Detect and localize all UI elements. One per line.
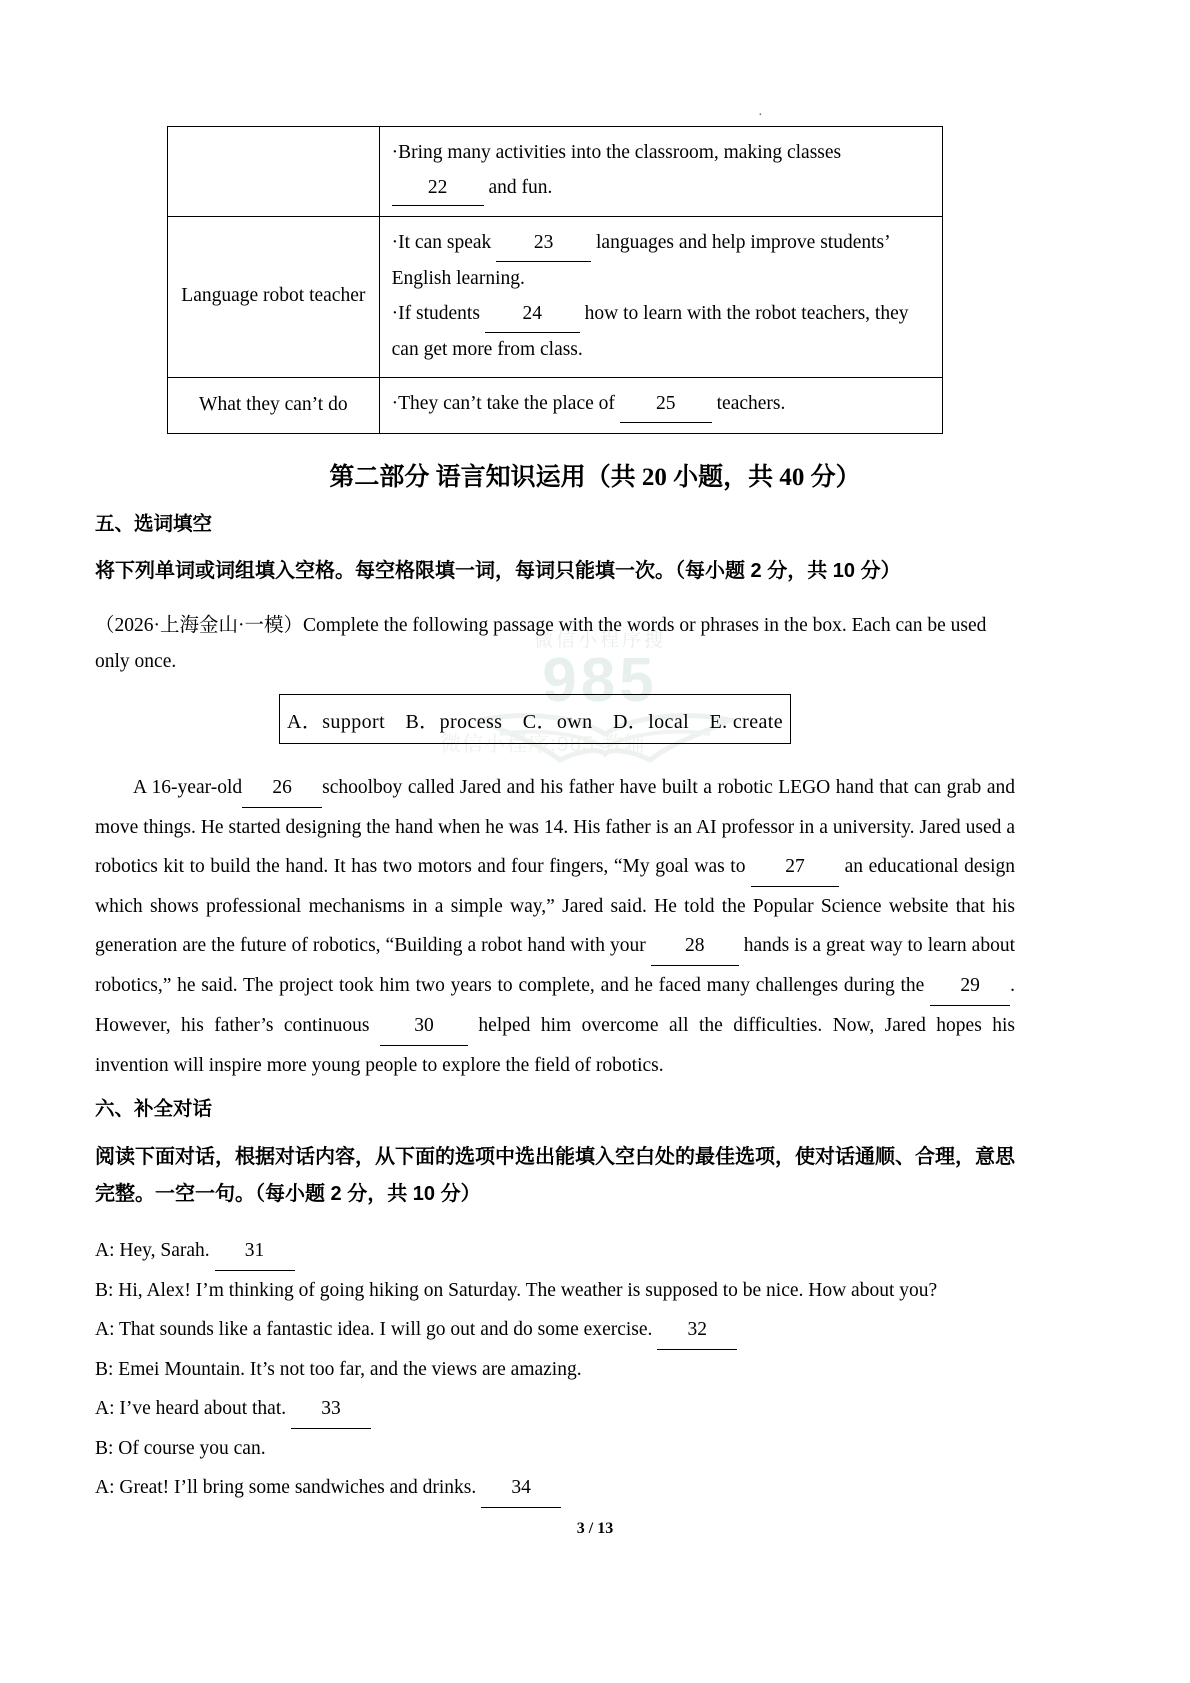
list-item <box>95 1350 1015 1389</box>
section-six-heading: 六、补全对话 <box>95 1098 213 1121</box>
cloze-passage <box>95 768 1015 1085</box>
dialogue-list <box>95 1231 1015 1508</box>
list-item <box>95 1429 1015 1468</box>
blank-27[interactable]: 27 <box>751 847 839 887</box>
part-two-title: 第二部分 语言知识运用（共 20 小题，共 40 分） <box>329 464 861 491</box>
row1-text-post: and fun. <box>488 176 553 198</box>
dialogue-line-7-text: A: Great! I’ll bring some sandwiches and drinks. <box>95 1476 477 1498</box>
blank-33[interactable]: 33 <box>291 1389 371 1429</box>
section-five-source-note: （2026·上海金山·一模）Complete the following passage with the words or phrases in the box. Each can be used only once. <box>95 615 987 673</box>
blank-28[interactable]: 28 <box>651 926 739 966</box>
table-row <box>168 217 943 378</box>
word-bank-wrapper <box>95 694 1015 746</box>
row3-text-pre: ·They can’t take the place of <box>391 393 615 415</box>
section-five-heading: 五、选词填空 <box>95 513 213 535</box>
table-row <box>168 378 943 434</box>
blank-29[interactable]: 29 <box>930 966 1010 1006</box>
blank-25[interactable]: 25 <box>620 387 712 423</box>
blank-22[interactable]: 22 <box>392 171 484 207</box>
passage-seg6: helped him overcome all the difficulties. Now, Jared hopes his invention will inspire more young people to explore the field of robotics. <box>95 1015 1016 1077</box>
blank-26[interactable]: 26 <box>242 768 322 808</box>
section-five-instruction: 将下列单词或词组填入空格。每空格限填一词，每词只能填一次。（每小题 2 分，共 10 分） <box>95 560 901 583</box>
row3-text-post: teachers. <box>716 393 786 415</box>
list-item <box>95 1310 1015 1350</box>
word-bank-box <box>279 694 791 744</box>
row1-text-pre: ·Bring many activities into the classroom, making classes <box>391 142 842 163</box>
blank-30[interactable]: 30 <box>380 1006 468 1046</box>
row2-line2-pre: ·If students <box>391 302 480 324</box>
blank-32[interactable]: 32 <box>657 1310 737 1350</box>
passage-seg2: schoolboy called Jared and his father have built a robotic LEGO hand that can grab and move things. He started designing the hand when he was 14. His father is an AI professor in a university. Jared used a robotics kit to build the hand. It has two motors and four fingers, “My goal was to <box>95 777 1015 878</box>
table-cell-label <box>168 127 380 217</box>
dialogue-line-6-text: B: Of course you can. <box>95 1437 266 1459</box>
dialogue-line-3-text: A: That sounds like a fantastic idea. I will go out and do some exercise. <box>95 1318 653 1340</box>
watermark-middle: 微信小程序:985 教辅 <box>440 733 646 756</box>
passage-seg3: an educational design which shows professional mechanisms in a simple way,” Jared said. He told the Popular Science website that his generation are the future of robotics, “Building a robot hand with your <box>95 856 1016 957</box>
list-item <box>95 1389 1015 1429</box>
blank-31[interactable]: 31 <box>215 1231 295 1271</box>
table-cell-content <box>379 217 942 378</box>
table-cell-content <box>379 127 942 217</box>
list-item <box>95 1271 1015 1310</box>
row2-line1-post: languages and help improve students’ English learning. <box>391 232 890 290</box>
dialogue-line-1-text: A: Hey, Sarah. <box>95 1239 210 1261</box>
passage-seg4: hands is a great way to learn about robotics,” he said. The project took him two years to complete, and he faced many challenges during the <box>95 935 1016 997</box>
dialogue-line-4-text: B: Emei Mountain. It’s not too far, and the views are amazing. <box>95 1358 582 1380</box>
list-item <box>95 1468 1015 1508</box>
table-cell-label: Language robot teacher <box>168 217 380 378</box>
passage-seg1: A 16-year-old <box>133 777 243 799</box>
section-six-instruction: 阅读下面对话，根据对话内容，从下面的选项中选出能填入空白处的最佳选项，使对话通顺、合理，意思完整。一空一句。（每小题 2 分，共 10 分） <box>95 1145 1015 1205</box>
table-cell-label: What they can’t do <box>168 378 380 434</box>
dialogue-line-5-text: A: I’ve heard about that. <box>95 1397 287 1419</box>
blank-24[interactable]: 24 <box>485 297 580 333</box>
table-row <box>168 127 943 217</box>
watermark-top-line2: 985 <box>542 646 658 715</box>
page-dot-mark: · <box>758 108 763 123</box>
watermark-top-line1: 微信小程序搜 <box>533 630 666 651</box>
dialogue-line-2-text: B: Hi, Alex! I’m thinking of going hiking on Saturday. The weather is supposed to be nice. How about you? <box>95 1279 938 1301</box>
list-item <box>95 1231 1015 1271</box>
word-bank-options: A．support B．process C．own D．local E. create <box>287 710 783 733</box>
main-content <box>95 510 1015 1530</box>
blank-23[interactable]: 23 <box>496 226 591 262</box>
row2-line1-pre: ·It can speak <box>391 232 492 254</box>
reading-summary-table <box>167 126 943 434</box>
passage-seg5: . However, his father’s continuous <box>95 975 1015 1037</box>
page-number: 3 / 13 <box>576 1520 614 1537</box>
blank-34[interactable]: 34 <box>481 1468 561 1508</box>
table-cell-content <box>379 378 942 434</box>
row2-line2-post: how to learn with the robot teachers, they can get more from class. <box>391 302 909 360</box>
